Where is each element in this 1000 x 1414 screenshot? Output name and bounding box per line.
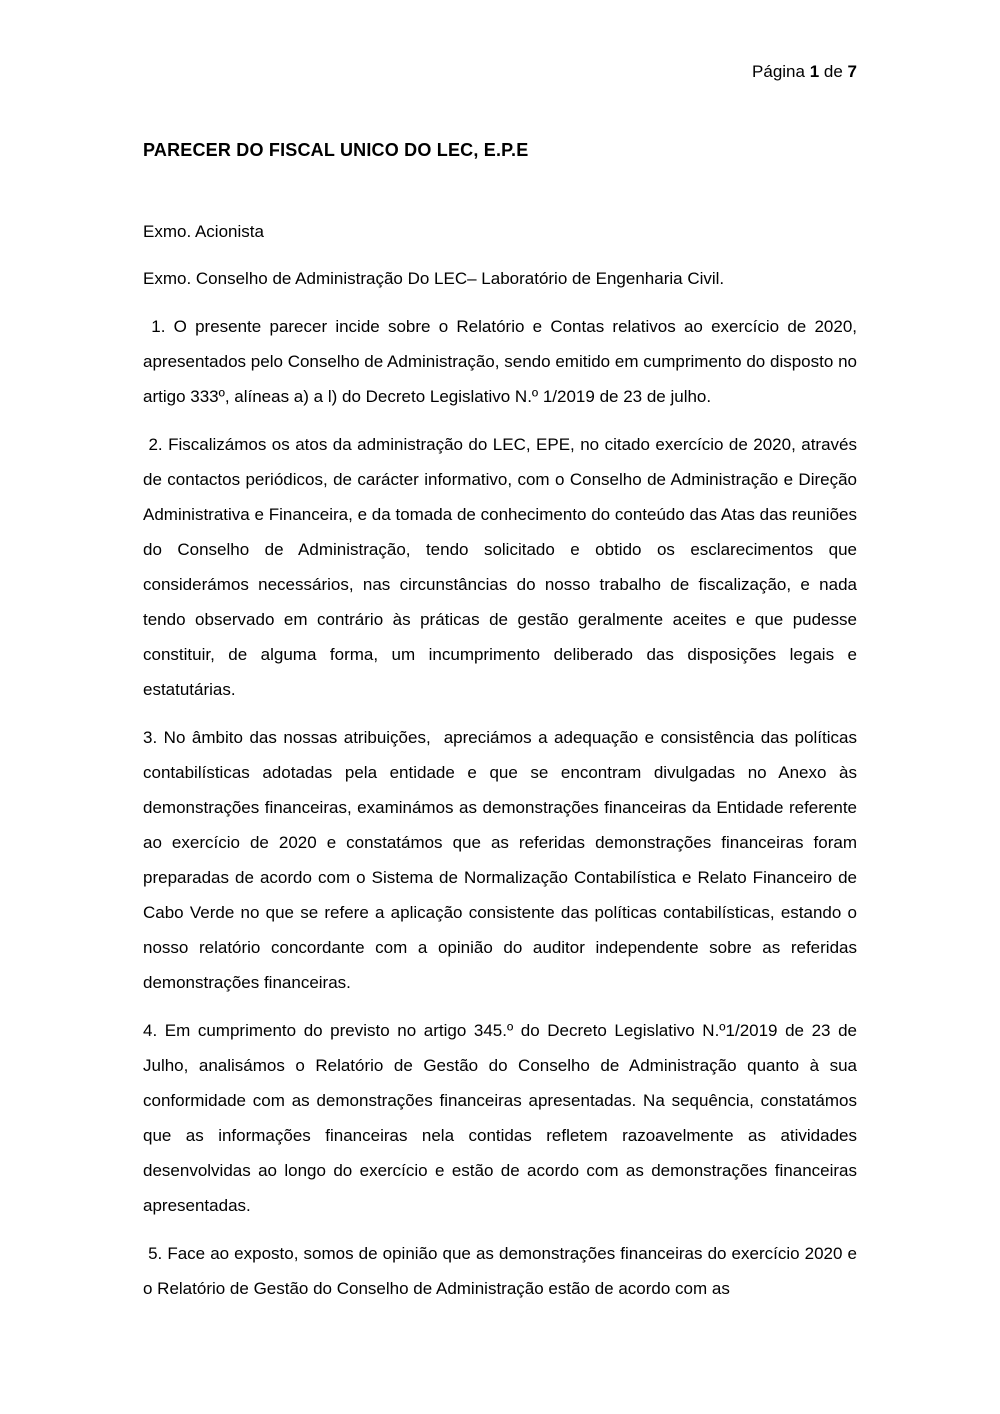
page-number: 1	[809, 62, 820, 81]
document-title: PARECER DO FISCAL UNICO DO LEC, E.P.E	[143, 140, 529, 160]
page-label: Página	[752, 62, 810, 81]
body-paragraph: 5. Face ao exposto, somos de opinião que as demonstrações financeiras do exercício 2020 e o Relatório de Gestão do Conselho de Administração estão de acordo com as	[143, 1244, 862, 1298]
page-of-label: de	[819, 62, 848, 81]
body-paragraph: 3. No âmbito das nossas atribuições, apreciámos a adequação e consistência das políticas contabilísticas adotadas pela entidade e que se encontram divulgadas no Anexo às demonstrações financeiras, examinámos as demonstrações financeiras da Entidade referente ao exercício de 2020 e constatámos que as referidas demonstrações financeiras foram preparadas de acordo com o Sistema de Normalização Contabilística e Relato Financeiro de Cabo Verde no que se refere a aplicação consistente das políticas contabilísticas, estando o nosso relatório concordante com a opinião do auditor independente sobre as referidas demonstrações financeiras.	[143, 728, 862, 992]
salutations	[143, 214, 857, 296]
salutation-line: Exmo. Conselho de Administração Do LEC– Laboratório de Engenharia Civil.	[143, 269, 725, 288]
salutation-line: Exmo. Acionista	[143, 222, 264, 241]
body-paragraph: 2. Fiscalizámos os atos da administração do LEC, EPE, no citado exercício de 2020, através de contactos periódicos, de carácter informativo, com o Conselho de Administração e Direção Administrativa e Financeira, e da tomada de conhecimento do conteúdo das Atas das reuniões do Conselho de Administração, tendo solicitado e obtido os esclarecimentos que considerámos necessários, nas circunstâncias do nosso trabalho de fiscalização, e nada tendo observado em contrário às práticas de gestão geralmente aceites e que pudesse constituir, de alguma forma, um incumprimento deliberado das disposições legais e estatutárias.	[143, 435, 862, 699]
page-total: 7	[847, 62, 857, 81]
page-header	[143, 62, 857, 82]
document-body	[143, 309, 862, 1306]
body-paragraph: 1. O presente parecer incide sobre o Relatório e Contas relativos ao exercício de 2020, apresentados pelo Conselho de Administração, sendo emitido em cumprimento do disposto no artigo 333º, alíneas a) a l) do Decreto Legislativo N.º 1/2019 de 23 de julho.	[143, 317, 862, 406]
body-paragraph: 4. Em cumprimento do previsto no artigo 345.º do Decreto Legislativo N.º1/2019 de 23 de Julho, analisámos o Relatório de Gestão do Conselho de Administração quanto à sua conformidade com as demonstrações financeiras apresentadas. Na sequência, constatámos que as informações financeiras nela contidas refletem razoavelmente as atividades desenvolvidas ao longo do exercício e estão de acordo com as demonstrações financeiras apresentadas.	[143, 1021, 862, 1215]
